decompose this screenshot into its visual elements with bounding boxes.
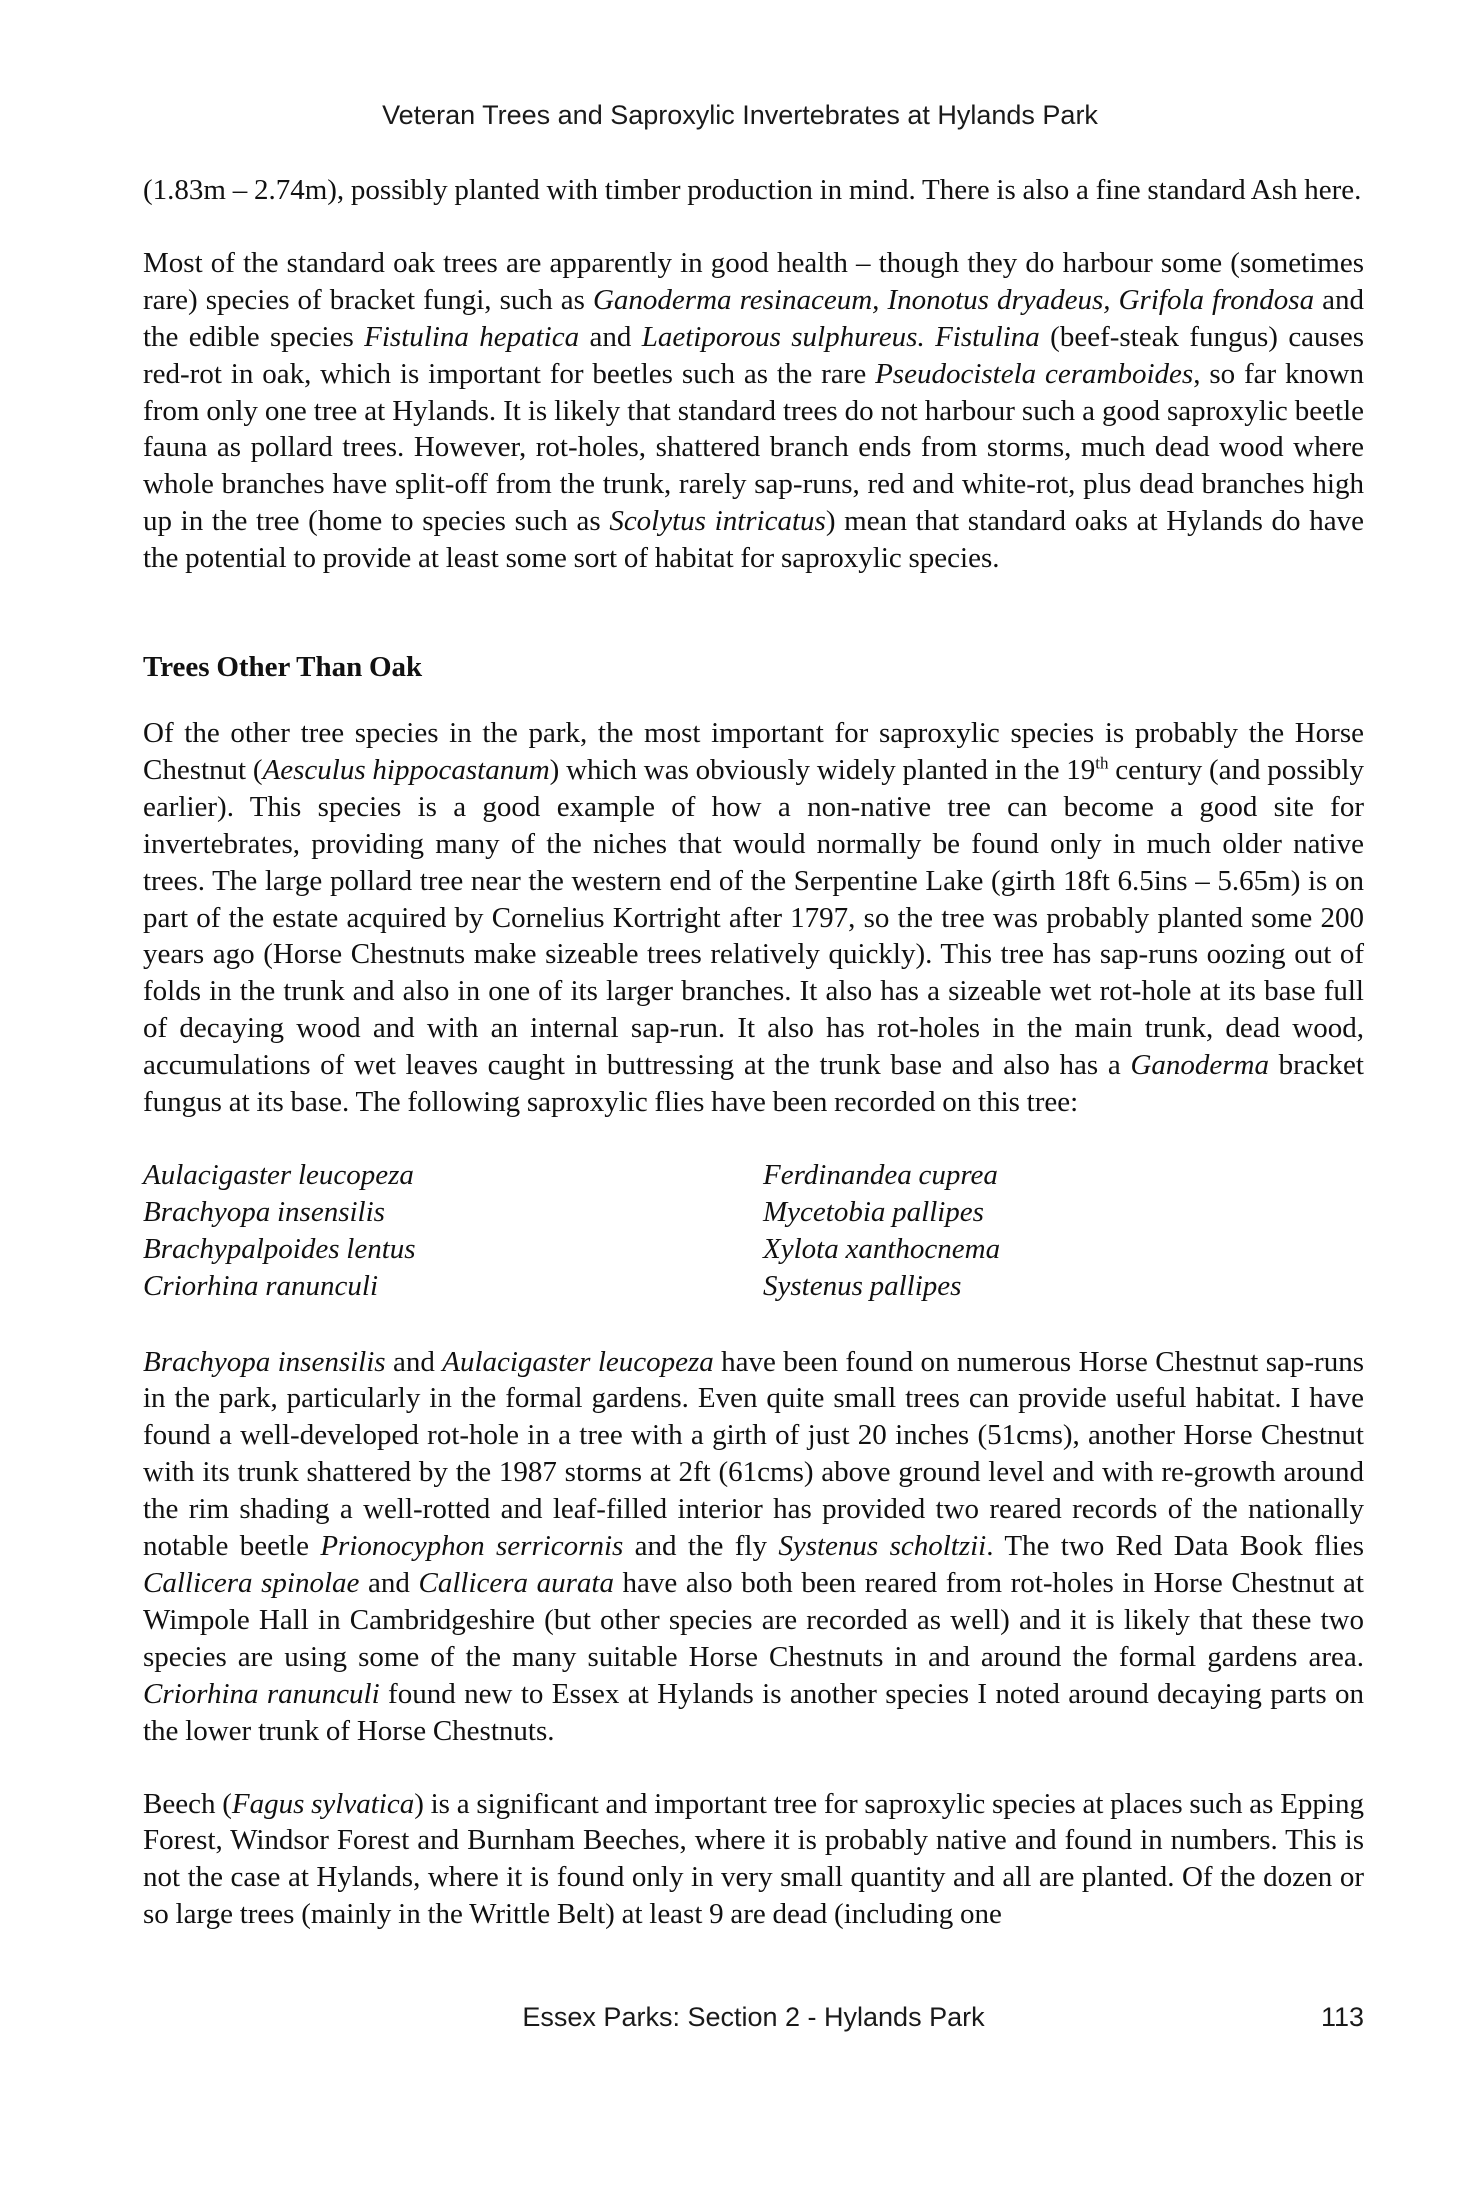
species-name: Ganoderma resinaceum, Inonotus dryadeus, Grifola frondosa	[592, 283, 1315, 316]
section-heading: Trees Other Than Oak	[143, 651, 423, 684]
species-item: Mycetobia pallipes	[763, 1195, 984, 1228]
text-run: (beef-steak fungus) causes red-rot in oak, which is important for beetles such as the rare	[143, 320, 1365, 390]
paragraph-horse-chestnut: Of the other tree species in the park, the most important for saproxylic species is probably the Horse Chestnut (Aesculus hippocastanum) which was obviously widely planted in the 19th century (and possibly earlier). This species is a good example of how a non-native tree can become a good site for invertebrates, providing many of the niches that would normally be found only in much older native trees. The large pollard tree near the western end of the Serpentine Lake (girth 18ft 6.5ins – 5.65m) is on part of the estate acquired by Cornelius Kortright after 1797, so the tree was probably planted some 200 years ago (Horse Chestnuts make sizeable trees relatively quickly). This tree has sap-runs oozing out of folds in the trunk and also in one of its larger branches. It also has a sizeable wet rot-hole at its base full of decaying wood and with an internal sap-run. It also has rot-holes in the main trunk, dead wood, accumulations of wet leaves caught in buttressing at the trunk base and also has a Ganoderma bracket fungus at its base. The following saproxylic flies have been recorded on this tree:	[143, 716, 1364, 1119]
species-name: Criorhina ranunculi	[143, 1677, 380, 1710]
text-run: and	[579, 320, 642, 353]
paragraph-beech	[143, 1786, 1364, 1934]
species-name: Prionocyphon serricornis	[320, 1530, 624, 1563]
text-run: found new to Essex at Hylands is another species I noted around decaying parts on the lower trunk of Horse Chestnuts.	[143, 1677, 1364, 1747]
species-item: Aulacigaster leucopeza	[143, 1158, 414, 1191]
species-item: Xylota xanthocnema	[763, 1232, 1001, 1265]
text-run: Of the other tree species in the park, the most important for saproxylic species is probably the Horse Chestnut (	[143, 716, 1364, 786]
species-name: Scolytus intricatus	[609, 505, 826, 538]
paragraph-continuation: (1.83m – 2.74m), possibly planted with timber production in mind. There is also a fine standard Ash here.	[143, 174, 1362, 206]
text-run: and	[385, 1345, 443, 1378]
species-column-left	[143, 1157, 763, 1305]
text-run: century (and possibly earlier). This species is a good example of how a non-native tree can become a good site for invertebrates, providing many of the niches that would normally be found only in much older native trees. The large pollard tree near the western end of the Serpentine Lake (girth 18ft 6.5ins – 5.65m) is on part of the estate acquired by Cornelius Kortright after 1797, so the tree was probably planted some 200 years ago (Horse Chestnuts make sizeable trees relatively quickly). This tree has sap-runs oozing out of folds in the trunk and also in one of its larger branches. It also has a sizeable wet rot-hole at its base full of decaying wood and with an internal sap-run. It also has rot-holes in the main trunk, dead wood, accumulations of wet leaves caught in buttressing at the trunk base and also has a	[143, 753, 1364, 1082]
species-item: Ferdinandea cuprea	[763, 1158, 998, 1191]
species-list	[143, 1157, 1364, 1305]
text-run: have been found on numerous Horse Chestnut sap-runs in the park, particularly in the formal gardens. Even quite small trees can provide useful habitat. I have found a well-developed rot-hole in a tree with a girth of just 20 inches (51cms), another Horse Chestnut with its trunk shattered by the 1987 storms at 2ft (61cms) above ground level and with re-growth around the rim shading a well-rotted and leaf-filled interior has provided two reared records of the nationally notable beetle	[143, 1345, 1364, 1563]
species-name: Fagus sylvatica	[231, 1787, 415, 1820]
species-name: Laetiporous sulphureus. Fistulina	[641, 320, 1040, 353]
species-name: Systenus scholtzii	[778, 1530, 987, 1563]
species-name: Callicera aurata	[418, 1567, 614, 1599]
species-name: Fistulina hepatica	[364, 320, 580, 353]
species-name: Brachyopa insensilis	[143, 1345, 386, 1378]
species-item: Systenus pallipes	[763, 1269, 962, 1302]
text-run: , so far known from only one tree at Hylands. It is likely that standard trees do not harbour such a good saproxylic beetle fauna as pollard trees. However, rot-holes, shattered branch ends from storms, much dead wood where whole branches have split-off from the trunk, rarely sap-runs, red and white-rot, plus dead branches high up in the tree (home to species such as	[143, 357, 1364, 538]
text-run: have also both been reared from rot-holes in Horse Chestnut at Wimpole Hall in Cambridgeshire (but other species are recorded as well) and it is likely that these two species are using some of the many suitable Horse Chestnuts in and around the formal gardens area.	[143, 1567, 1364, 1673]
text-run: and the fly	[623, 1530, 779, 1563]
species-column-right	[763, 1157, 1363, 1305]
paragraph-standard-oaks	[143, 245, 1364, 577]
species-name: Callicera spinolae	[143, 1567, 360, 1599]
text-run: Beech (	[143, 1787, 232, 1820]
species-item: Criorhina ranunculi	[143, 1269, 379, 1302]
footer-section-title: Essex Parks: Section 2 - Hylands Park	[522, 2002, 985, 2032]
species-name: Aulacigaster leucopeza	[442, 1345, 714, 1378]
page-number: 113	[1320, 2002, 1364, 2032]
species-name: Ganoderma	[1130, 1049, 1269, 1082]
species-name: Aesculus hippocastanum	[262, 753, 550, 786]
running-header: Veteran Trees and Saproxylic Invertebrates at Hylands Park	[382, 100, 1098, 130]
body-text	[143, 172, 1364, 1933]
text-run: ) is a significant and important tree for saproxylic species at places such as Epping Forest, Windsor Forest and Burnham Beeches, where it is probably native and found in numbers. This is not the case at Hylands, where it is found only in very small quantity and all are planted. Of the dozen or so large trees (mainly in the Writtle Belt) at least 9 are dead (including one	[143, 1787, 1364, 1931]
text-run: ) which was obviously widely planted in the 19	[549, 753, 1096, 786]
species-item: Brachypalpoides lentus	[143, 1232, 416, 1265]
paragraph-sap-runs	[143, 1344, 1364, 1750]
text-run: and	[359, 1567, 419, 1599]
text-run: bracket fungus at its base. The following saproxylic flies have been recorded on this tree:	[143, 1049, 1364, 1119]
text-run: and the edible species	[143, 283, 1365, 353]
text-run: ) mean that standard oaks at Hylands do have the potential to provide at least some sort of habitat for saproxylic species.	[143, 505, 1364, 575]
species-name: Pseudocistela ceramboides	[875, 357, 1194, 390]
species-item: Brachyopa insensilis	[143, 1195, 385, 1228]
text-run: . The two Red Data Book flies	[986, 1530, 1365, 1563]
text-run: Most of the standard oak trees are apparently in good health – though they do harbour some (sometimes rare) species of bracket fungi, such as	[143, 246, 1364, 316]
